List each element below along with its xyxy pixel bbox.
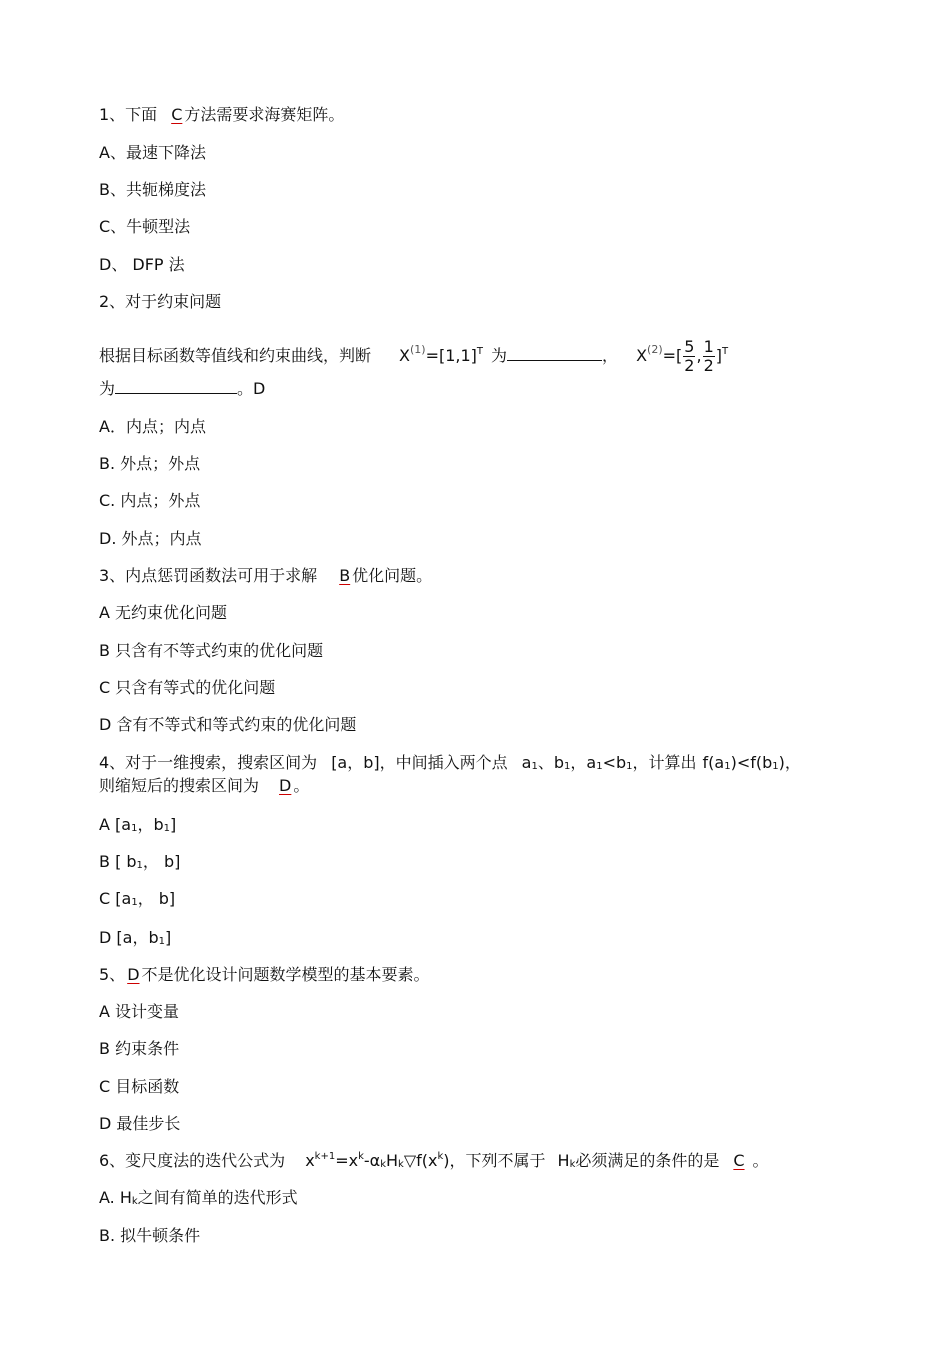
q1-stem: 1、下面 C 方法需要求海赛矩阵。 <box>99 105 345 124</box>
q3-option-c: C 只含有等式的优化问题 <box>99 678 276 697</box>
q2-blank-1 <box>507 346 602 361</box>
q4-option-d: D [a，$b_1$] <box>99 928 172 947</box>
q2-stem: 2、对于约束问题 <box>99 292 222 311</box>
q3-stem: 3、内点惩罚函数法可用于求解 B 优化问题。 <box>99 566 433 585</box>
q4-answer: D <box>279 776 292 795</box>
q4-line2: 则缩短后的搜索区间为 D 。 <box>99 776 310 795</box>
q2-blank-2 <box>115 379 237 394</box>
q2-option-d: D. 外点；内点 <box>99 529 202 548</box>
q5-stem: 5、 D 不是优化设计问题数学模型的基本要素。 <box>99 965 430 984</box>
q1-option-b: B、共轭梯度法 <box>99 180 206 199</box>
q4-line1: 4、对于一维搜索，搜索区间为 [a，b]，中间插入两个点 $a_1$、$b_1$，$a_1<b_1$，计算出 $f(a_1)<f(b_1)$， <box>99 753 801 772</box>
q2-frac-1: $\frac{5}{2}$ <box>684 337 695 375</box>
q2-option-c: C. 内点；外点 <box>99 491 201 510</box>
q1-answer: C <box>171 105 183 124</box>
q6-option-b: B. 拟牛顿条件 <box>99 1226 201 1245</box>
q1-option-d: D、 DFP 法 <box>99 255 185 274</box>
q6-answer: C <box>733 1151 745 1170</box>
q6-stem: 6、变尺度法的迭代公式为 $x^{k+1}=x^k-\alpha_kH_k▽f(x^k)$，下列不属于 $H_k$必须满足的条件的是 C 。 <box>99 1151 769 1170</box>
q2-frac-2: $\frac{1}{2}$ <box>703 337 714 375</box>
q2-option-a: A．内点；内点 <box>99 417 206 436</box>
q5-answer: D <box>127 965 140 984</box>
q4-option-a: A [$a_1$，$b_1$] <box>99 815 177 834</box>
q1-option-a: A、最速下降法 <box>99 143 206 162</box>
q4-option-c: C [$a_1$， b] <box>99 889 176 908</box>
q2-option-b: B. 外点；外点 <box>99 454 201 473</box>
q3-option-d: D 含有不等式和等式约束的优化问题 <box>99 715 357 734</box>
q1-option-c: C、牛顿型法 <box>99 217 191 236</box>
q3-option-a: A 无约束优化问题 <box>99 603 228 622</box>
q2-line2: 为 。D <box>99 379 266 398</box>
q5-option-c: C 目标函数 <box>99 1077 180 1096</box>
q2-line1: 根据目标函数等值线和约束曲线，判断 $X^{(1)}=[1,1]^T$ 为 ， $X^{(2)}=$[ $\frac{5}{2}$ , $\frac{1}{2}$ ]$^T$ <box>99 337 729 375</box>
q4-option-b: B [ $b_1$， b] <box>99 852 181 871</box>
q6-option-a: A. $H_k$之间有简单的迭代形式 <box>99 1188 298 1207</box>
q3-option-b: B 只含有不等式约束的优化问题 <box>99 641 324 660</box>
q3-answer: B <box>339 566 351 585</box>
q5-option-d: D 最佳步长 <box>99 1114 181 1133</box>
q5-option-a: A 设计变量 <box>99 1002 180 1021</box>
q5-option-b: B 约束条件 <box>99 1039 180 1058</box>
